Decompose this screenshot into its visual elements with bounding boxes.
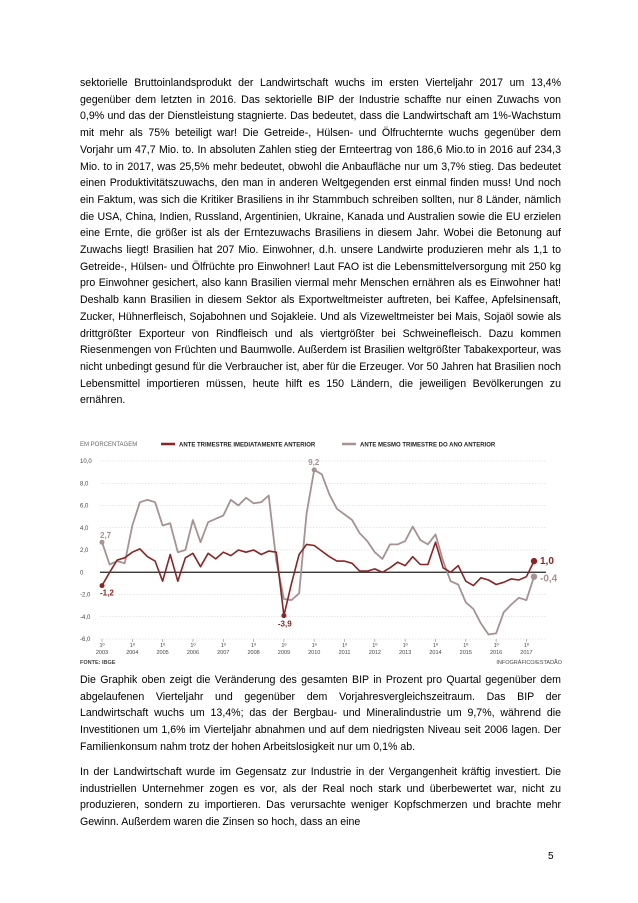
x-tick-quarter: 1º <box>220 643 226 649</box>
chart-source: FONTE: IBGE <box>80 660 116 666</box>
x-tick-quarter: 1º <box>190 643 196 649</box>
label-annual-peak: 9,2 <box>308 457 320 467</box>
paragraph-agriculture-gdp: sektorielle Bruttoinlandsprodukt der Landwirtschaft wuchs im ersten Vierteljahr 2017 um 13,4% gegenüber dem letzten in 2016. Das sektorielle BIP der Industrie schaffte nur einen Zuwachs von 0,9% und das der Dienstleistung stagnierte. Das bedeutet, dass die Landwirtschaft am 1%-Wachstum mit mehr als 75% beteiligt war! Die Getreide-, Hülsen- und Ölfruchternte wuchs gegenüber dem Vorjahr um 47,7 Mio. to. In absoluten Zahlen stieg der Ernteertrag von 186,6 Mio.to in 2016 auf 234,3 Mio. to in 2017, was 25,5% mehr bedeutet, obwohl die Anbaufläche nur um 3,7% stieg. Das bedeutet einen Produktivitätszuwachs, den man in anderen Weltgegenden erst einmal finden muss! Und noch ein Faktum, was sich die Kritiker Brasiliens in ihr Stammbuch schreiben sollten, nur 8 Länder, nämlich die USA, China, Indien, Russland, Argentinien, Ukraine, Kanada und Australien sowie die EU erzielen eine Ernte, die größer ist als der Erntezuwachs Brasiliens in diesem Jahr. Wobei die Betonung auf Zuwachs liegt! Brasilien hat 207 Mio. Einwohner, d.h. unsere Landwirte produzieren mehr als 1,1 to Getreide-, Hülsen- und Ölfrüchte pro Einwohner! Laut FAO ist die Lebensmittelversorgung mit 250 kg pro Einwohner gesichert, also kann Brasilien viermal mehr Menschen ernähren als es Einwohner hat! Deshalb kann Brasilien in diesem Sektor als Exportweltmeister auftreten, bei Kaffee, Apfelsinensaft, Zucker, Hühnerfleisch, Sojabohnen und Sojakleie. Und als Vizeweltmeister bei Mais, Sojaöl sowie als drittgrößter Exporteur von Rindfleisch und als viertgrößter bei Schweinefleisch. Dazu kommen Riesenmengen von Früchten und Baumwolle. Außerdem ist Brasilien weltgrößter Tabakexporteur, was nicht unbedingt gesund für die Verbraucher ist, aber für die Erzeuger. Vor 50 Jahren hat Brasilien noch Lebensmittel importieren müssen, heute hilft es 150 Ländern, die jeweiligen Bevölkerungen zu ernähren. <box>80 77 561 407</box>
gdp-quarterly-chart <box>80 436 562 666</box>
x-tick-year: 2013 <box>399 650 412 656</box>
label-quarter-min: -3,9 <box>277 619 292 629</box>
x-tick-year: 2008 <box>247 650 260 656</box>
x-tick-quarter: 1º <box>432 643 439 649</box>
x-tick-quarter: 1º <box>281 643 287 649</box>
x-tick-year: 2014 <box>429 650 442 656</box>
x-tick-quarter: 1º <box>463 643 469 649</box>
chart-credit: INFOGRÁFICO/ESTADÃO <box>496 660 562 666</box>
point-quarter-min <box>281 613 286 618</box>
label-quarter-end: 1,0 <box>540 556 554 568</box>
y-tick-label: 6,0 <box>80 503 89 510</box>
x-tick-quarter: 1º <box>160 643 166 649</box>
x-tick-quarter: 1º <box>402 643 408 649</box>
x-tick-year: 2017 <box>520 650 533 656</box>
label-annual-start: 2,7 <box>100 531 112 541</box>
x-tick-year: 2016 <box>489 650 503 656</box>
x-tick-quarter: 1º <box>251 643 257 649</box>
x-tick-quarter: 1º <box>493 643 499 649</box>
y-axis-label: EM PORCENTAGEM <box>80 442 138 448</box>
series-line-annual <box>102 470 534 635</box>
x-tick-year: 2005 <box>156 650 169 656</box>
y-tick-label: 10,0 <box>80 459 92 465</box>
x-tick-year: 2015 <box>459 650 472 656</box>
point-annual-start <box>100 540 105 545</box>
x-tick-quarter: 1º <box>523 643 529 649</box>
point-quarter-start <box>100 583 105 588</box>
y-tick-label: 8,0 <box>80 481 89 488</box>
y-tick-label: -2,0 <box>80 592 91 599</box>
paragraph-chart-explanation: Die Graphik oben zeigt die Veränderung des gesamten BIP in Prozent pro Quartal gegenüber dem abgelaufenen Vierteljahr und gegenüber dem Vorjahresvergleichszeitraum. Das BIP der Landwirtschaft wuchs um 13,4%; das der Bergbau- und Mineralindustrie um 9,7%, während die Investitionen um 1,6% im Vierteljahr abnahmen und auf dem niedrigsten Niveau seit 2006 lagen. Der Familienkonsum nahm trotz der hohen Arbeitslosigkeit nur um 0,1% ab. <box>80 674 561 753</box>
x-tick-quarter: 1º <box>372 643 378 649</box>
legend-label-quarter: ANTE TRIMESTRE IMEDIATAMENTE ANTERIOR <box>179 442 316 449</box>
legend-label-annual: ANTE MESMO TRIMESTRE DO ANO ANTERIOR <box>360 442 496 449</box>
point-annual-peak <box>312 467 317 472</box>
x-tick-year: 2006 <box>186 650 200 656</box>
x-tick-quarter: 1º <box>99 643 105 649</box>
x-tick-year: 2010 <box>308 650 321 656</box>
x-tick-quarter: 1º <box>341 643 348 649</box>
y-tick-label: 0 <box>80 570 84 577</box>
paragraph-industry-investment: In der Landwirtschaft wurde im Gegensatz zur Industrie in der Vergangenheit kräftig investiert. Die industriellen Unternehmer zogen es vor, als der Real noch stark und überbewertet war, nicht zu produzieren, sondern zu importieren. Das verursachte weniger Kopfschmerzen und brachte mehr Gewinn. Außerdem waren die Zinsen so hoch, dass an eine <box>80 766 561 829</box>
y-tick-label: -6,0 <box>80 637 91 643</box>
x-tick-year: 2011 <box>338 650 351 656</box>
x-tick-quarter: 1º <box>311 643 317 649</box>
label-annual-end: -0,4 <box>540 573 558 585</box>
y-tick-label: 2,0 <box>80 548 89 554</box>
y-tick-label: 4,0 <box>80 525 89 532</box>
point-annual-end <box>531 574 537 580</box>
x-tick-year: 2012 <box>368 650 381 656</box>
x-tick-year: 2003 <box>95 650 109 656</box>
y-tick-label: -4,0 <box>80 614 91 621</box>
x-tick-year: 2007 <box>217 650 230 656</box>
x-tick-year: 2009 <box>277 650 291 656</box>
point-quarter-end <box>531 558 537 564</box>
x-tick-quarter: 1º <box>129 643 135 649</box>
x-tick-year: 2004 <box>126 650 139 656</box>
page-number: 5 <box>548 851 554 862</box>
label-quarter-start: -1,2 <box>100 588 114 598</box>
